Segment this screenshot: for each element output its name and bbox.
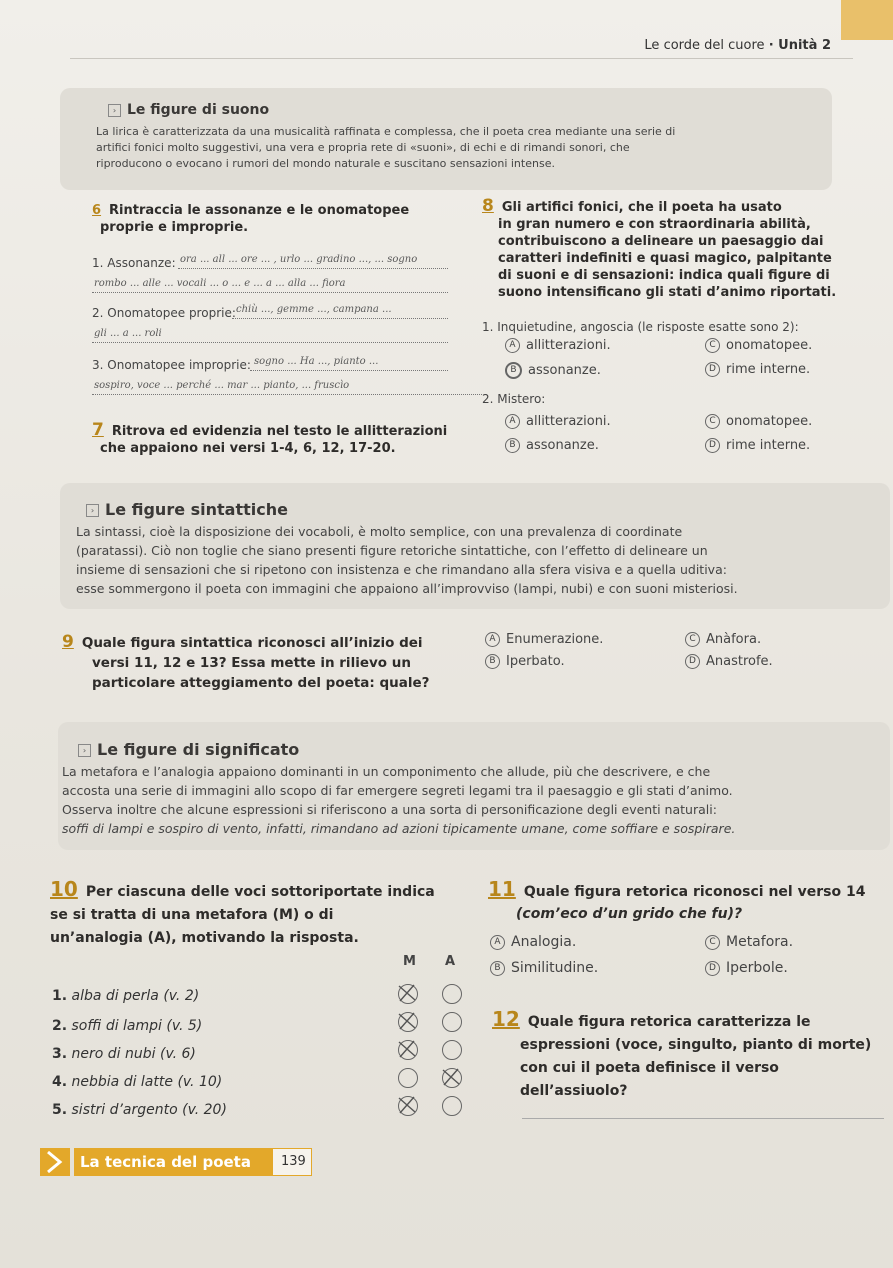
page-number-box bbox=[272, 1148, 312, 1176]
arrow-icon: › bbox=[86, 504, 99, 517]
handwriting: gli ... a ... roli bbox=[94, 328, 162, 339]
item5-a-circle[interactable] bbox=[442, 1096, 462, 1116]
handwriting: chiù ..., gemme ..., campana ... bbox=[236, 304, 392, 315]
q11-option-c[interactable]: C Metafora. bbox=[705, 934, 793, 950]
q7: 7 Ritrova ed evidenzia nel testo le allitterazioni che appaiono nei versi 1-4, 6, 12, 17-20. bbox=[92, 420, 448, 456]
answer-line[interactable] bbox=[92, 342, 448, 343]
q10-item-4: 4. nebbia di latte (v. 10) bbox=[52, 1074, 223, 1090]
column-m-header: M bbox=[403, 954, 416, 969]
q10: 10 Per ciascuna delle voci sottoriportate indica se si tratta di una metafora (M) o di un’analogia (A), motivando la risposta. bbox=[50, 877, 435, 946]
footer-arrow-block bbox=[40, 1148, 70, 1176]
cross-mark-icon bbox=[396, 982, 418, 1004]
item3-a-circle[interactable] bbox=[442, 1040, 462, 1060]
page-number: 139 bbox=[281, 1154, 306, 1169]
q8-1-option-a[interactable]: A allitterazioni. bbox=[505, 338, 611, 353]
running-header bbox=[644, 38, 831, 53]
q9-option-a[interactable]: A Enumerazione. bbox=[485, 632, 603, 647]
item2-a-circle[interactable] bbox=[442, 1012, 462, 1032]
answer-line[interactable] bbox=[250, 370, 448, 371]
cross-mark-icon bbox=[396, 1038, 418, 1060]
cross-mark-icon bbox=[440, 1066, 462, 1088]
significato-title: › Le figure di significato bbox=[78, 740, 299, 759]
q8-1-option-c[interactable]: C onomatopee. bbox=[705, 338, 812, 353]
handwriting: rombo ... alle ... vocali ... o ... e ... a ... alla ... fiora bbox=[94, 278, 346, 289]
q8-sub2: 2. Mistero: bbox=[482, 392, 546, 406]
footer-label: La tecnica del poeta bbox=[80, 1153, 251, 1171]
sintattiche-text: La sintassi, cioè la disposizione dei vocaboli, è molto semplice, con una prevalenza di coordinate (paratassi). Ciò non toglie che siano presenti figure retoriche sintattiche, con l’effetto di delineare un insieme di sensazioni che si ripetono con insistenza e che rimandano alla sfera visiva e a quella uditiva: esse sommergono il poeta con immagini che appaiono all’improvviso (lampi, nubi) e con suoni misteriosi. bbox=[76, 524, 738, 596]
q11-option-a[interactable]: A Analogia. bbox=[490, 934, 576, 950]
q8-2-option-d[interactable]: D rime interne. bbox=[705, 438, 810, 453]
q8-1-option-d[interactable]: D rime interne. bbox=[705, 362, 810, 377]
q8-2-option-b[interactable]: B assonanze. bbox=[505, 438, 599, 453]
q8-2-option-c[interactable]: C onomatopee. bbox=[705, 414, 812, 429]
item1-a-circle[interactable] bbox=[442, 984, 462, 1004]
arrow-icon: › bbox=[108, 104, 121, 117]
q8-1-option-b[interactable]: B assonanze. bbox=[505, 362, 601, 379]
handwriting: ora ... all ... ore ... , urlo ... gradino ..., ... sogno bbox=[180, 254, 418, 265]
arrow-icon: › bbox=[78, 744, 91, 757]
handwriting: sogno ... Ha ..., pianto ... bbox=[254, 356, 379, 367]
suono-text: La lirica è caratterizzata da una musicalità raffinata e complessa, che il poeta crea mediante una serie di artifici fonici molto suggestivi, una vera e propria rete di «suoni», di echi e di rimandi sonori, che riproducono o evocano i rumori del mondo naturale e suscitano sensazioni intense. bbox=[96, 125, 676, 170]
q8: 8 Gli artifici fonici, che il poeta ha usato in gran numero e con straordinaria abilità, contribuiscono a delineare un paesaggio dai caratteri indefiniti e quasi magico, palpitante di suoni e di sensazioni: indica quali figure di suono intensificano gli stati d’animo riportati. bbox=[482, 196, 837, 300]
answer-line[interactable] bbox=[178, 268, 448, 269]
answer-line[interactable] bbox=[92, 394, 482, 395]
cross-mark-icon bbox=[396, 1094, 418, 1116]
q6-line3-label: 3. Onomatopee improprie: bbox=[92, 358, 251, 372]
q12: 12 Quale figura retorica caratterizza le espressioni (voce, singulto, pianto di morte) con cui il poeta definisce il verso dell’assiuolo? bbox=[492, 1007, 872, 1099]
q8-sub1: 1. Inquietudine, angoscia (le risposte esatte sono 2): bbox=[482, 320, 799, 334]
q11: 11 Quale figura retorica riconosci nel verso 14 (com’eco d’un grido che fu)? bbox=[488, 877, 866, 922]
q9: 9 Quale figura sintattica riconosci all’inizio dei versi 11, 12 e 13? Essa mette in rilievo un particolare atteggiamento del poeta: quale? bbox=[62, 632, 430, 691]
cross-mark-icon bbox=[396, 1010, 418, 1032]
q9-option-c[interactable]: C Anàfora. bbox=[685, 632, 761, 647]
q6: 6 Rintraccia le assonanze e le onomatopee proprie e improprie. bbox=[92, 203, 410, 235]
header-rule bbox=[70, 58, 853, 59]
q12-answer-line[interactable] bbox=[522, 1118, 884, 1119]
header-unit: · Unità 2 bbox=[768, 38, 831, 53]
q11-option-d[interactable]: D Iperbole. bbox=[705, 960, 788, 976]
q11-option-b[interactable]: B Similitudine. bbox=[490, 960, 598, 976]
q8-2-option-a[interactable]: A allitterazioni. bbox=[505, 414, 611, 429]
q10-item-5: 5. sistri d’argento (v. 20) bbox=[52, 1102, 227, 1118]
q10-item-1: 1. alba di perla (v. 2) bbox=[52, 988, 200, 1004]
q9-option-d[interactable]: D Anastrofe. bbox=[685, 654, 773, 669]
suono-title: › Le figure di suono bbox=[108, 102, 269, 118]
q6-line2-label: 2. Onomatopee proprie: bbox=[92, 306, 236, 320]
item4-m-circle[interactable] bbox=[398, 1068, 418, 1088]
q10-item-2: 2. soffi di lampi (v. 5) bbox=[52, 1018, 203, 1034]
footer-label-block bbox=[74, 1148, 272, 1176]
footer-tab bbox=[40, 1144, 312, 1180]
answer-line[interactable] bbox=[92, 292, 448, 293]
q10-item-3: 3. nero di nubi (v. 6) bbox=[52, 1046, 196, 1062]
column-a-header: A bbox=[445, 954, 456, 969]
q6-line1-label: 1. Assonanze: bbox=[92, 256, 176, 270]
q9-option-b[interactable]: B Iperbato. bbox=[485, 654, 565, 669]
answer-line[interactable] bbox=[232, 318, 448, 319]
corner-stripe bbox=[841, 0, 893, 40]
chevron-right-icon bbox=[40, 1148, 70, 1176]
header-title: Le corde del cuore bbox=[644, 38, 765, 53]
significato-text: La metafora e l’analogia appaiono dominanti in un componimento che allude, più che descrivere, e che accosta una serie di immagini allo scopo di far emergere segreti legami tra il paesaggio e gli stati d’animo. Osserva inoltre che alcune espressioni si riferiscono a una sorta di personificazione degli eventi naturali: soffi di lampi e sospiro di vento, infatti, rimandano ad azioni tipicamente umane, come soffiare e sospirare. bbox=[62, 764, 736, 836]
handwriting: sospiro, voce ... perché ... mar ... pianto, ... fruscìo bbox=[94, 380, 350, 391]
sintattiche-title: › Le figure sintattiche bbox=[86, 500, 288, 519]
